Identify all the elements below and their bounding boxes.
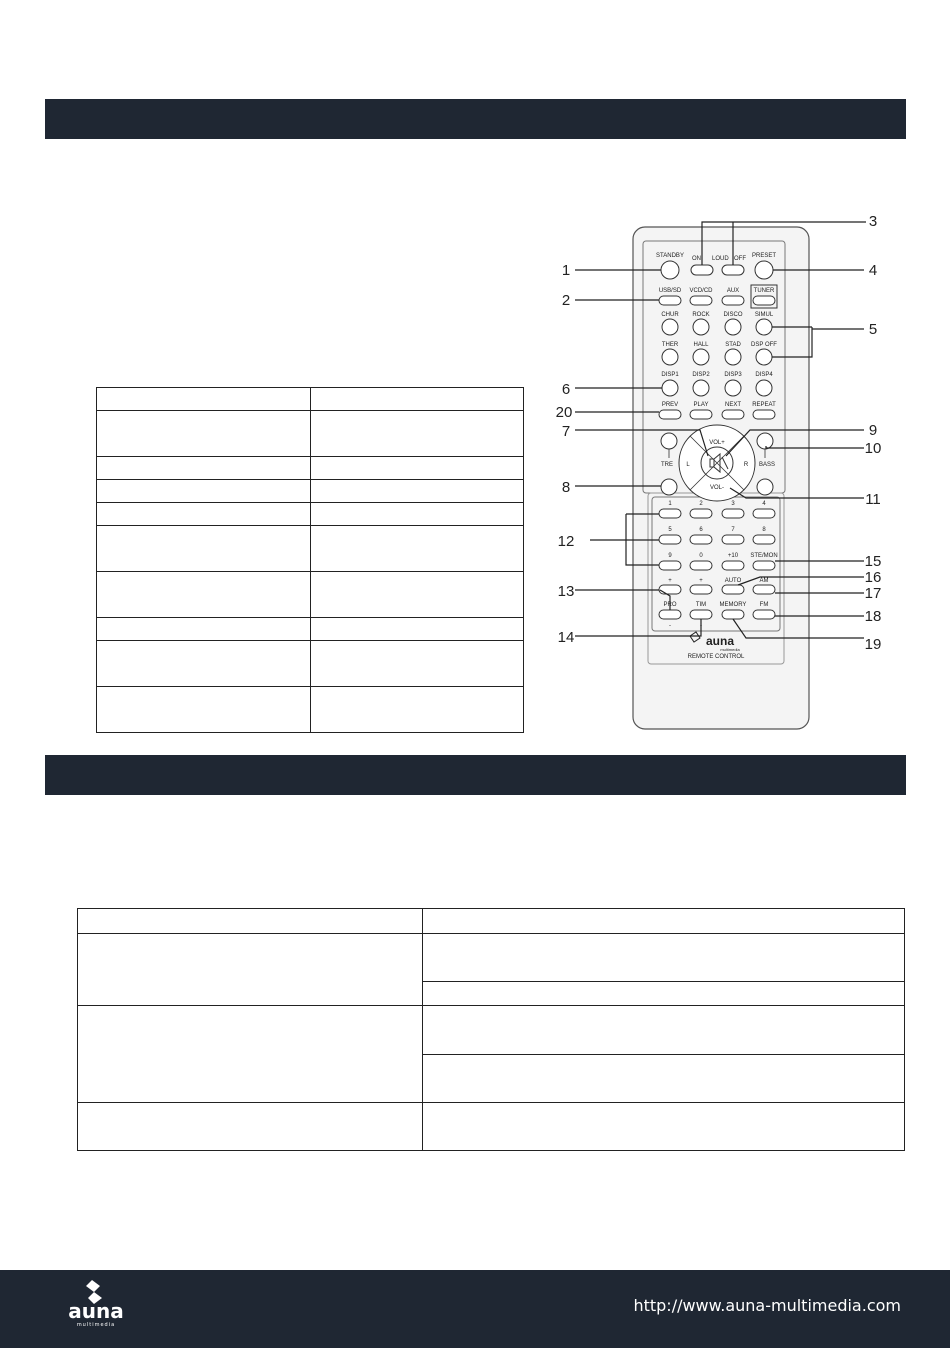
table-row [97,388,524,411]
label-7: 7 [731,527,735,533]
table-row [97,457,524,480]
label-pro: PRO [663,602,677,608]
label-5: 5 [668,527,672,533]
label-plus10: +10 [727,553,739,559]
label-fm: FM [759,602,769,608]
aux-button[interactable] [722,296,744,305]
label-0: 0 [699,553,703,559]
troubleshooting-table [77,908,905,1151]
brand-logo-text: auna [705,634,735,648]
label-vol-minus: VOL- [709,485,725,491]
label-tre: TRE [661,462,673,468]
num-2-button[interactable] [690,509,712,518]
table-row [78,909,905,934]
num-3-button[interactable] [722,509,744,518]
label-usbsd: USB/SD [658,288,682,294]
disp2-button[interactable] [693,380,709,396]
callout-12: 12 [557,533,575,550]
table-row [97,687,524,733]
label-plus: + [699,578,703,584]
prev-button[interactable] [659,410,681,419]
logo-subtext: multimedia [76,1322,116,1328]
label-ther: THER [661,342,679,348]
am-button[interactable] [753,585,775,594]
label-prev: PREV [661,402,679,408]
auto-button[interactable] [722,585,744,594]
tuner-button[interactable] [753,296,775,305]
logo-text: auna [68,1299,124,1323]
preset-button[interactable] [755,261,773,279]
label-disco: DISCO [723,312,743,318]
standby-button[interactable] [661,261,679,279]
callout-16: 16 [864,569,882,586]
footer-url[interactable]: http://www.auna-multimedia.com [633,1296,901,1315]
table-row [78,934,905,982]
section-header-bar-2 [45,755,906,795]
label-1: 1 [668,501,672,507]
label-8: 8 [762,527,766,533]
treble-down-button[interactable] [661,479,677,495]
label-standby: STANDBY [656,253,684,259]
button-function-table [96,387,524,733]
disp1-button[interactable] [662,380,678,396]
treble-up-button[interactable] [661,433,677,449]
table-row [78,1103,905,1151]
callout-20: 20 [555,404,573,421]
label-loud: LOUD [712,256,729,262]
remote-control-label: REMOTE CONTROL [687,654,745,660]
label-tuner: TUNER [753,288,775,294]
num-4-button[interactable] [753,509,775,518]
label-right: R [743,462,749,468]
auna-logo [50,1276,150,1330]
table-row [78,1006,905,1055]
callout-17: 17 [864,585,882,602]
label-on: ON [692,256,701,262]
label-rock: ROCK [692,312,710,318]
disp4-button[interactable] [756,380,772,396]
label-minus: - [669,623,671,629]
label-hall: HALL [693,342,709,348]
hall-button[interactable] [693,349,709,365]
vcd-cd-button[interactable] [690,296,712,305]
callout-13: 13 [557,583,575,600]
label-disp3: DISP3 [724,372,742,378]
table-row [97,480,524,503]
callout-19: 19 [864,636,882,653]
num-1-button[interactable] [659,509,681,518]
play-button[interactable] [690,410,712,419]
num-7-button[interactable] [722,535,744,544]
fm-button[interactable] [753,610,775,619]
ther-button[interactable] [662,349,678,365]
callout-6: 6 [561,381,571,398]
disp3-button[interactable] [725,380,741,396]
pro-plus-button[interactable] [659,585,681,594]
label-disp2: DISP2 [692,372,710,378]
label-off: OFF [734,256,746,262]
label-repeat: REPEAT [752,402,776,408]
bass-down-button[interactable] [757,479,773,495]
label-memory: MEMORY [719,602,747,608]
callout-3: 3 [868,213,878,230]
label-stad: STAD [725,342,741,348]
disco-button[interactable] [725,319,741,335]
table-row [97,641,524,687]
callout-8: 8 [561,479,571,496]
label-chur: CHUR [661,312,679,318]
label-dsp-off: DSP OFF [751,342,777,348]
dsp-off-button[interactable] [756,349,772,365]
label-3: 3 [731,501,735,507]
callout-7: 7 [561,423,571,440]
num-5-button[interactable] [659,535,681,544]
tim-minus-button[interactable] [690,610,712,619]
callout-4: 4 [868,262,878,279]
loud-off-button[interactable] [722,265,744,275]
simul-button[interactable] [756,319,772,335]
stad-button[interactable] [725,349,741,365]
label-left: L [686,462,690,468]
label-am: AM [759,578,769,584]
callout-11: 11 [865,491,881,508]
label-preset: PRESET [751,253,777,259]
label-minus: - [700,623,702,629]
callout-10: 10 [864,440,882,457]
memory-button[interactable] [722,610,744,619]
table-row [97,503,524,526]
rock-button[interactable] [693,319,709,335]
loud-on-button[interactable] [691,265,713,275]
label-vcdcd: VCD/CD [689,288,713,294]
num-9-button[interactable] [659,561,681,570]
brand-sub-text: multimedia [720,647,740,652]
section-header-bar-1 [45,99,906,139]
tim-plus-button[interactable] [690,585,712,594]
callout-1: 1 [561,262,571,279]
label-9: 9 [668,553,672,559]
label-auto: AUTO [724,578,742,584]
callout-18: 18 [864,608,882,625]
bass-up-button[interactable] [757,433,773,449]
remote-control-diagram [550,208,895,736]
label-6: 6 [699,527,703,533]
num-6-button[interactable] [690,535,712,544]
callout-9: 9 [868,422,878,439]
label-tim: TIM [695,602,707,608]
callout-14: 14 [557,629,575,646]
label-play: PLAY [693,402,709,408]
label-vol-plus: VOL+ [709,440,725,446]
repeat-button[interactable] [753,410,775,419]
label-bass: BASS [758,462,776,468]
label-2: 2 [699,501,703,507]
label-simul: SIMUL [754,312,774,318]
pro-minus-button[interactable] [659,610,681,619]
label-disp4: DISP4 [755,372,773,378]
table-row [97,572,524,618]
num-8-button[interactable] [753,535,775,544]
callout-15: 15 [864,553,882,570]
label-ste-mon: STE/MON [750,553,778,559]
label-next: NEXT [724,402,742,408]
label-4: 4 [762,501,766,507]
callout-2: 2 [561,292,571,309]
usb-sd-button[interactable] [659,296,681,305]
label-aux: AUX [726,288,740,294]
plus10-button[interactable] [722,561,744,570]
chur-button[interactable] [662,319,678,335]
table-row [97,618,524,641]
ste-mon-button[interactable] [753,561,775,570]
table-row [97,411,524,457]
num-0-button[interactable] [690,561,712,570]
next-button[interactable] [722,410,744,419]
label-plus: + [668,578,672,584]
label-disp1: DISP1 [661,372,679,378]
table-row [97,526,524,572]
callout-5: 5 [868,321,878,338]
